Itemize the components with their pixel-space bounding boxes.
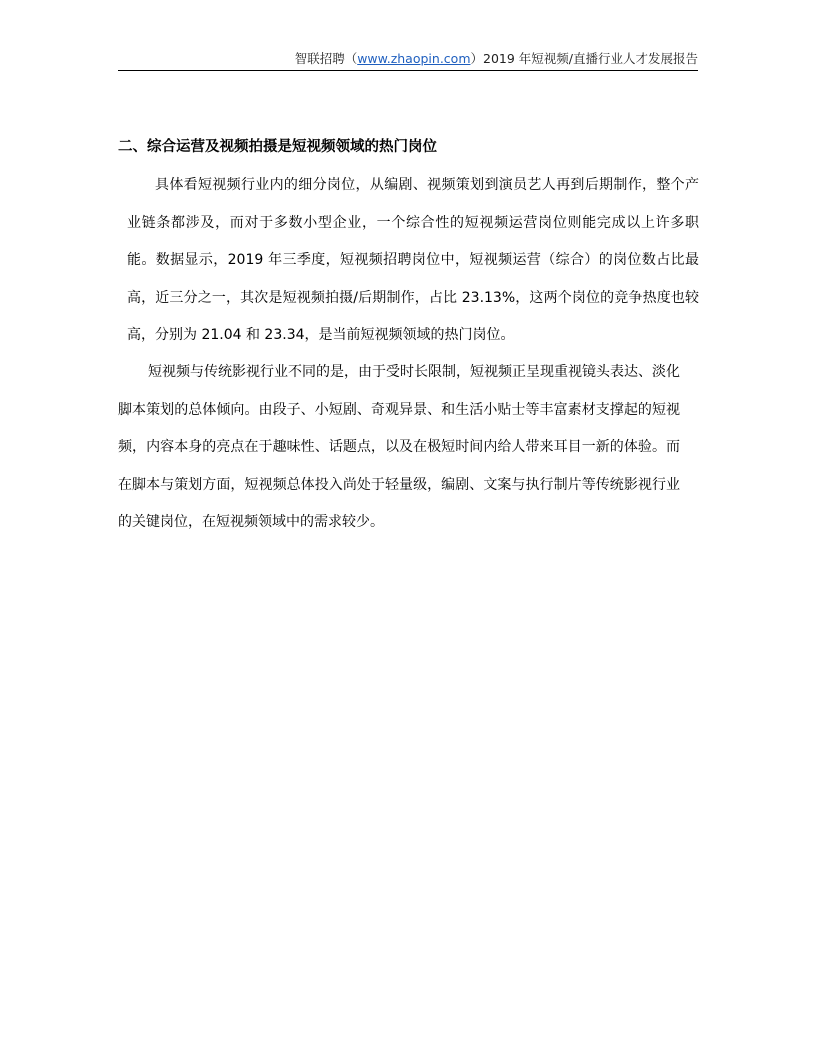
- header-website-link[interactable]: www.zhaopin.com: [357, 51, 471, 66]
- section-heading: 二、综合运营及视频拍摄是短视频领域的热门岗位: [118, 139, 437, 155]
- body-paragraph-1: 具体看短视频行业内的细分岗位，从编剧、视频策划到演员艺人再到后期制作，整个产业链条都涉及，而对于多数小型企业，一个综合性的短视频运营岗位则能完成以上许多职能。数据显示，2019 年三季度，短视频招聘岗位中，短视频运营（综合）的岗位数占比最高，近三分之一，其次是短视频拍摄/后期制作，占比 23.13%，这两个岗位的竞争热度也较高，分别为 21.04 和 23.34，是当前短视频领域的热门岗位。: [127, 177, 699, 343]
- body-paragraph-2: 短视频与传统影视行业不同的是，由于受时长限制，短视频正呈现重视镜头表达、淡化脚本策划的总体倾向。由段子、小短剧、奇观异景、和生活小贴士等丰富素材支撑起的短视频，内容本身的亮点在于趣味性、话题点，以及在极短时间内给人带来耳目一新的体验。而在脚本与策划方面，短视频总体投入尚处于轻量级，编剧、文案与执行制片等传统影视行业的关键岗位，在短视频领域中的需求较少。: [118, 364, 680, 530]
- page-header: [118, 50, 698, 70]
- header-prefix: 智联招聘（: [294, 51, 358, 66]
- header-report-title: ）2019 年短视频/直播行业人才发展报告: [470, 51, 698, 66]
- header-divider: [118, 70, 698, 71]
